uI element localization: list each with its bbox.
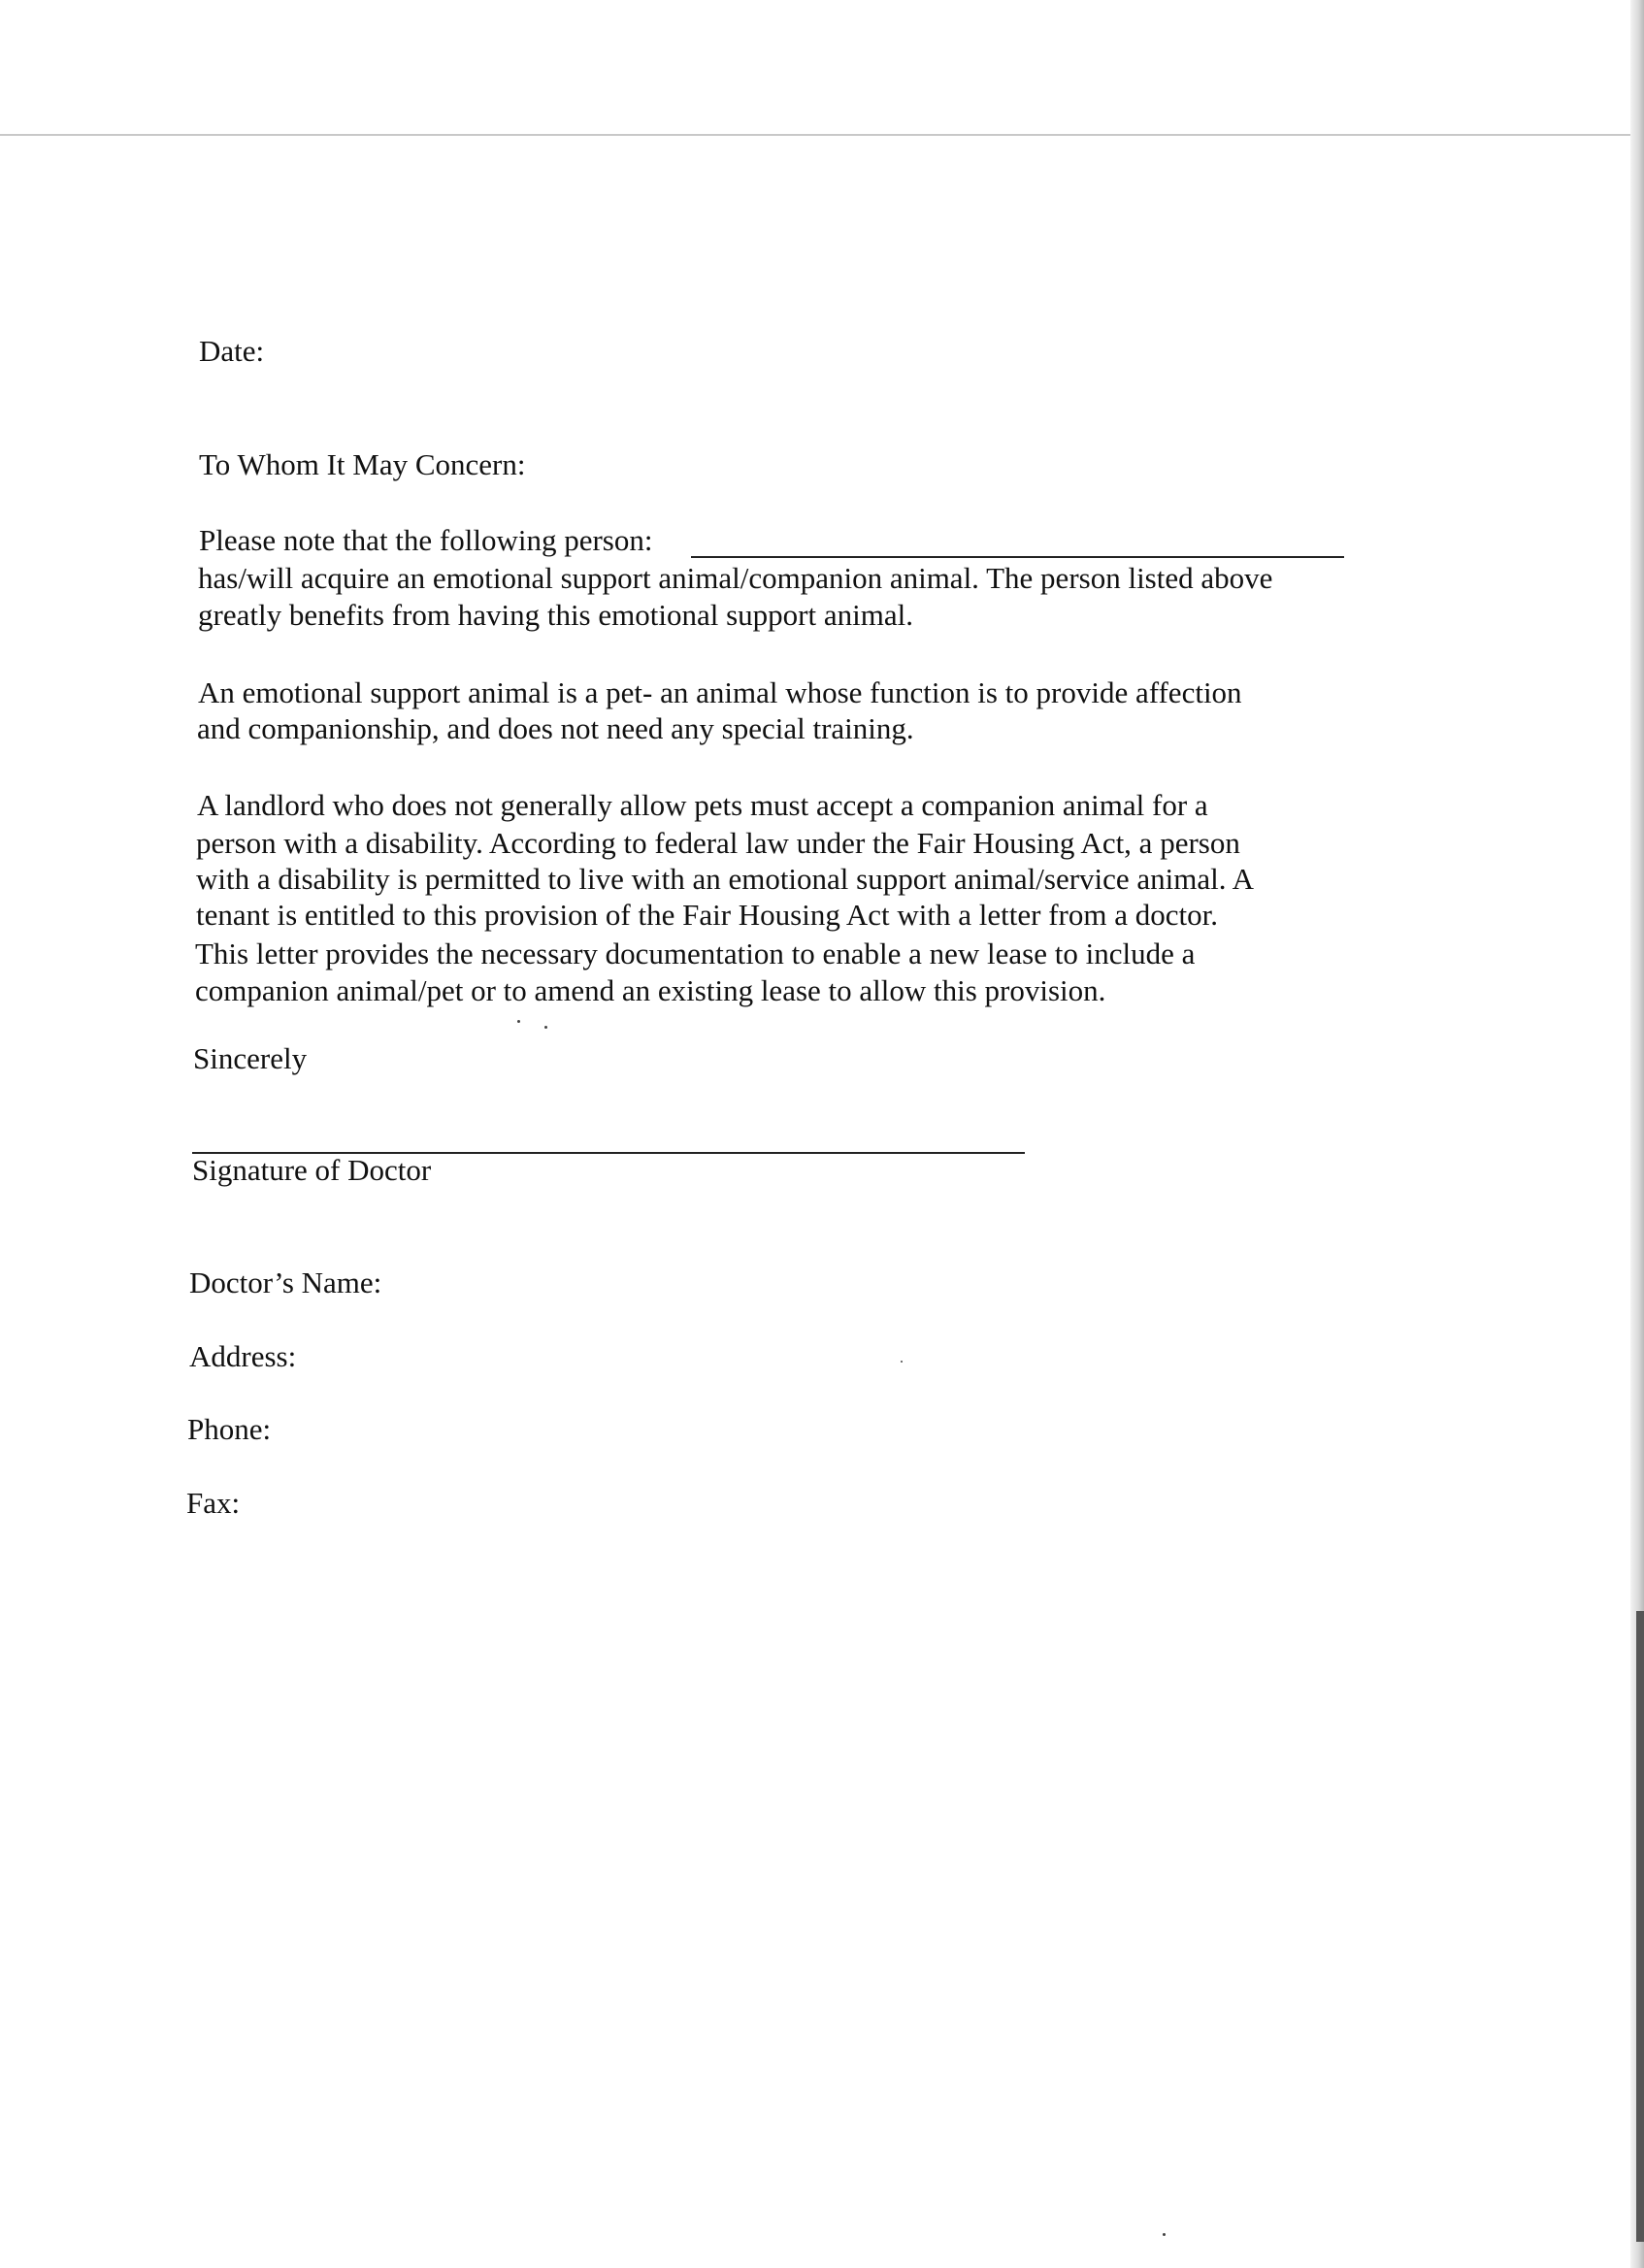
date-label: Date:	[199, 334, 265, 368]
address-label: Address:	[189, 1339, 297, 1373]
doctor-name-label: Doctor’s Name:	[189, 1265, 382, 1299]
scan-speck	[901, 1361, 903, 1363]
paragraph3-line3: with a disability is permitted to live with an emotional support animal/service animal. A	[196, 862, 1254, 896]
paragraph3-line1: A landlord who does not generally allow pets must accept a companion animal for a	[197, 788, 1208, 822]
signature-label: Signature of Doctor	[192, 1153, 432, 1187]
paragraph3-line4: tenant is entitled to this provision of the Fair Housing Act with a letter from a doctor.	[196, 898, 1218, 932]
paragraph3-line2: person with a disability. According to federal law under the Fair Housing Act, a person	[196, 826, 1240, 860]
phone-label: Phone:	[187, 1412, 272, 1446]
closing: Sincerely	[193, 1041, 308, 1075]
paragraph1-line3: greatly benefits from having this emotional support animal.	[198, 598, 913, 632]
salutation: To Whom It May Concern:	[199, 447, 526, 481]
paragraph2-line2: and companionship, and does not need any special training.	[197, 711, 914, 745]
paragraph1-line1: Please note that the following person:	[199, 523, 653, 557]
paragraph3-line6: companion animal/pet or to amend an existing lease to allow this provision.	[195, 973, 1106, 1007]
scan-speck	[1163, 2233, 1166, 2236]
scan-speck	[544, 1026, 547, 1029]
scan-top-edge-line	[0, 134, 1630, 136]
scan-right-edge	[1630, 0, 1644, 2268]
paragraph3-line5: This letter provides the necessary documentation to enable a new lease to include a	[195, 937, 1196, 970]
scan-speck	[517, 1020, 520, 1023]
fax-label: Fax:	[186, 1486, 241, 1520]
paragraph2-line1: An emotional support animal is a pet- an animal whose function is to provide affection	[198, 675, 1242, 709]
paragraph1-line2: has/will acquire an emotional support animal/companion animal. The person listed above	[198, 561, 1273, 595]
person-name-blank[interactable]	[691, 556, 1344, 558]
scan-right-shadow	[1636, 1611, 1644, 2242]
